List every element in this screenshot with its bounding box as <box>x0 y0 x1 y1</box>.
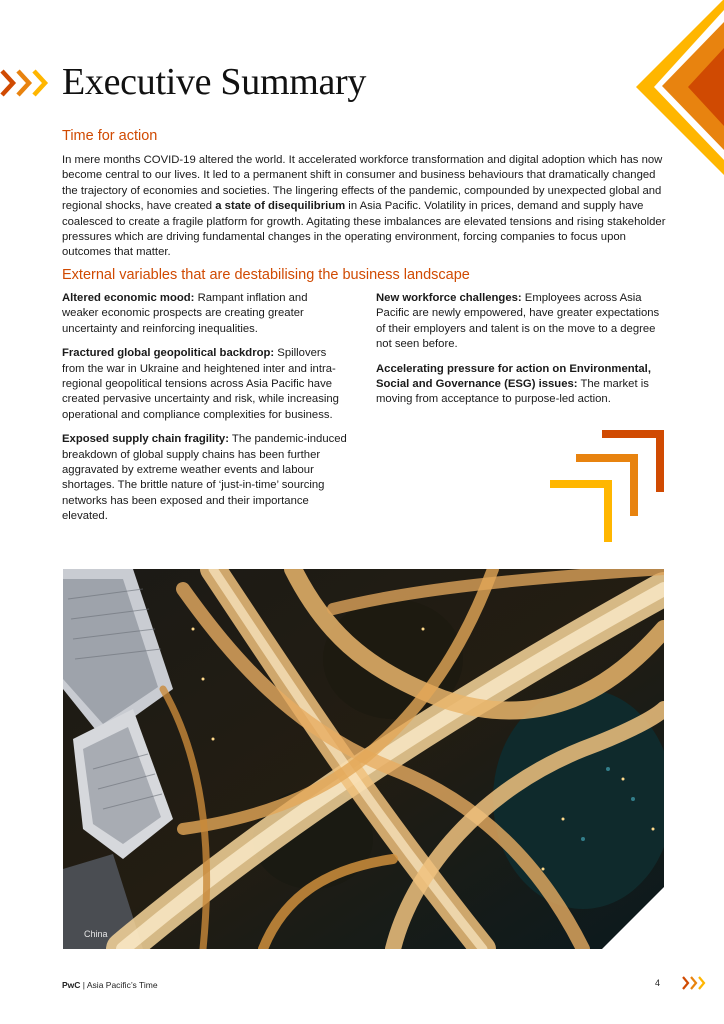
footer-separator: | <box>80 980 87 990</box>
list-item <box>62 291 347 337</box>
footer-chevron-icon <box>682 976 710 990</box>
item-title: New workforce challenges: <box>376 292 522 304</box>
page-title: Executive Summary <box>62 61 367 103</box>
intro-text-bold: a state of disequilibrium <box>215 200 346 213</box>
page-number: 4 <box>655 978 661 988</box>
photo-caption: China <box>84 929 108 939</box>
footer-publication: Asia Pacific’s Time <box>86 980 158 990</box>
item-text: Rampant inflation and weaker economic prospects are creating greater uncertainty and reinforcing inequalities. <box>62 292 308 335</box>
item-text: Spillovers from the war in Ukraine and heightened inter and intra-regional geopolitical tensions across Asia Pacific have created pervasive uncertainty and risk, while increasing operational and compliance complexities for business. <box>62 347 339 421</box>
section-heading-external-variables: External variables that are destabilising the business landscape <box>62 267 470 283</box>
item-text: Employees across Asia Pacific are newly empowered, have greater expectations of their employers and talent is on the move to a degree not seen before. <box>376 292 660 351</box>
list-item <box>62 346 347 423</box>
list-item <box>376 291 668 353</box>
intro-paragraph <box>62 153 672 261</box>
corner-decoration <box>600 0 724 175</box>
section-heading-time-for-action: Time for action <box>62 128 158 144</box>
item-title: Accelerating pressure for action on Environmental, Social and Governance (ESG) issues: <box>376 362 651 391</box>
footer-brand: PwC <box>62 980 81 990</box>
item-text: The market is moving from acceptance to purpose-led action. <box>376 378 649 406</box>
highway-photo <box>63 569 664 949</box>
bracket-decoration <box>548 428 668 544</box>
intro-text-2: in Asia Pacific. Volatility in prices, demand and supply have coalesced to create a fragile platform for growth. Agitating these imbalances are elevated tensions and rising stakeholder pressures which are driving fundamental changes in the operating environment, forcing companies to focus upon outcomes that matter. <box>62 200 666 259</box>
list-item <box>376 362 668 408</box>
chevron-arrows-icon <box>0 68 54 98</box>
list-item <box>62 432 347 524</box>
intro-text-1: In mere months COVID-19 altered the world. It accelerated workforce transformation and digital adoption which has now become central to our lives. It led to a permanent shift in consumer and business behaviours that dramatically changed the trajectory of economies and societies. The lingering effects of the pandemic, compounded by unexpected global and regional shocks, have created <box>62 154 663 213</box>
item-text: The pandemic-induced breakdown of global supply chains has been further aggravated by extreme weather events and labour shortages. The brittle nature of ‘just-in-time’ sourcing networks has been exposed and their importance elevated. <box>62 433 347 523</box>
right-column <box>376 291 668 417</box>
item-title: Altered economic mood: <box>62 292 195 304</box>
left-column <box>62 291 347 534</box>
item-title: Exposed supply chain fragility: <box>62 433 229 446</box>
item-title: Fractured global geopolitical backdrop: <box>62 347 275 360</box>
footer <box>62 980 158 990</box>
